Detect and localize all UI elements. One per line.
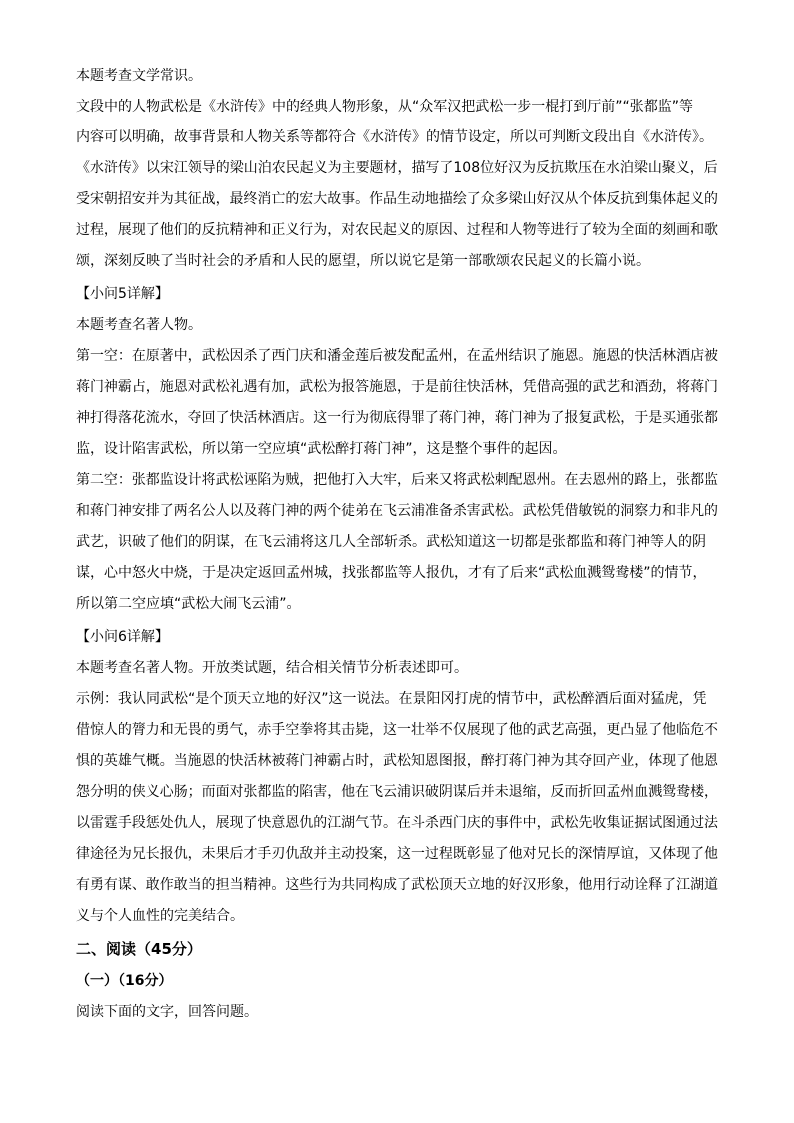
paragraph-line: 第一空：在原著中，武松因杀了西门庆和潘金莲后被发配孟州，在孟州结识了施恩。施恩的快活林酒店被: [76, 348, 718, 364]
paragraph-line: 有勇有谋、敢作敢当的担当精神。这些行为共同构成了武松顶天立地的好汉形象，他用行动诠释了江湖道: [76, 877, 718, 893]
paragraph-line: 蒋门神霸占，施恩对武松礼遇有加，武松为报答施恩，于是前往快活林，凭借高强的武艺和酒劲，将蒋门: [76, 379, 718, 395]
paragraph-line: 过程，展现了他们的反抗精神和正义行为，对农民起义的原因、过程和人物等进行了较为全面的刻画和歌: [76, 222, 718, 238]
paragraph-line: 受宋朝招安并为其征战，最终消亡的宏大故事。作品生动地描绘了众多梁山好汉从个体反抗到集体起义的: [76, 191, 718, 207]
question-heading: 【小问6详解】: [76, 629, 169, 645]
paragraph-line: 以雷霆手段惩处仇人，展现了快意恩仇的江湖气节。在斗杀西门庆的事件中，武松先收集证据试图通过法: [76, 815, 718, 831]
paragraph-line: 第二空：张都监设计将武松诬陷为贼，把他打入大牢，后来又将武松刺配恩州。在去恩州的路上，张都监: [76, 472, 718, 488]
paragraph-line: 所以第二空应填“武松大闹飞云浦”。: [76, 596, 301, 612]
paragraph-line: 《水浒传》以宋江领导的梁山泊农民起义为主要题材，描写了108位好汉为反抗欺压在水泊梁山聚义，后: [76, 160, 718, 176]
paragraph-line: 监，设计陷害武松，所以第一空应填“武松醉打蒋门神”，这是整个事件的起因。: [76, 441, 567, 457]
paragraph-line: 律途径为兄长报仇，未果后才手刃仇敌并主动投案，这一过程既彰显了他对兄长的深情厚谊，又体现了他: [76, 846, 718, 862]
paragraph-line: 本题考查文学常识。: [76, 68, 202, 84]
paragraph-line: 武艺，识破了他们的阴谋，在飞云浦将这几人全部斩杀。武松知道这一切都是张都监和蒋门神等人的阴: [76, 534, 706, 550]
paragraph-line: 义与个人血性的完美结合。: [76, 908, 244, 924]
paragraph-line: 惧的英雄气概。当施恩的快活林被蒋门神霸占时，武松知恩图报，醉打蒋门神为其夺回产业，体现了他恩: [76, 753, 718, 769]
paragraph-line: 借惊人的膂力和无畏的勇气，赤手空拳将其击毙，这一壮举不仅展现了他的武艺高强，更凸显了他临危不: [76, 722, 718, 738]
paragraph-line: 示例：我认同武松“是个顶天立地的好汉”这一说法。在景阳冈打虎的情节中，武松醉酒后面对猛虎，凭: [76, 691, 707, 707]
paragraph-line: 内容可以明确，故事背景和人物关系等都符合《水浒传》的情节设定，所以可判断文段出自《水浒传》。: [76, 129, 713, 145]
instruction-text: 阅读下面的文字，回答问题。: [76, 1004, 258, 1020]
paragraph-line: 谋，心中怒火中烧，于是决定返回孟州城，找张都监等人报仇，才有了后来“武松血溅鸳鸯楼”的情节，: [76, 565, 707, 581]
question-heading: 【小问5详解】: [76, 286, 169, 302]
subsection-title: （一）（16分）: [76, 973, 173, 989]
paragraph-line: 和蒋门神安排了两名公人以及蒋门神的两个徒弟在飞云浦准备杀害武松。武松凭借敏锐的洞察力和非凡的: [76, 503, 718, 519]
paragraph-line: 文段中的人物武松是《水浒传》中的经典人物形象，从“众军汉把武松一步一棍打到厅前”“张都监”等: [76, 99, 694, 115]
section-title: 二、阅读（45分）: [76, 940, 202, 958]
paragraph-line: 怨分明的侠义心肠；而面对张都监的陷害，他在飞云浦识破阴谋后并未退缩，反而折回孟州血溅鸳鸯楼，: [76, 784, 718, 800]
paragraph-line: 本题考查名著人物。: [76, 317, 202, 333]
paragraph-line: 本题考查名著人物。开放类试题，结合相关情节分析表述即可。: [76, 660, 468, 676]
paragraph-line: 神打得落花流水，夺回了快活林酒店。这一行为彻底得罪了蒋门神，蒋门神为了报复武松，于是买通张都: [76, 410, 718, 426]
paragraph-line: 颂，深刻反映了当时社会的矛盾和人民的愿望，所以说它是第一部歌颂农民起义的长篇小说。: [76, 253, 650, 269]
